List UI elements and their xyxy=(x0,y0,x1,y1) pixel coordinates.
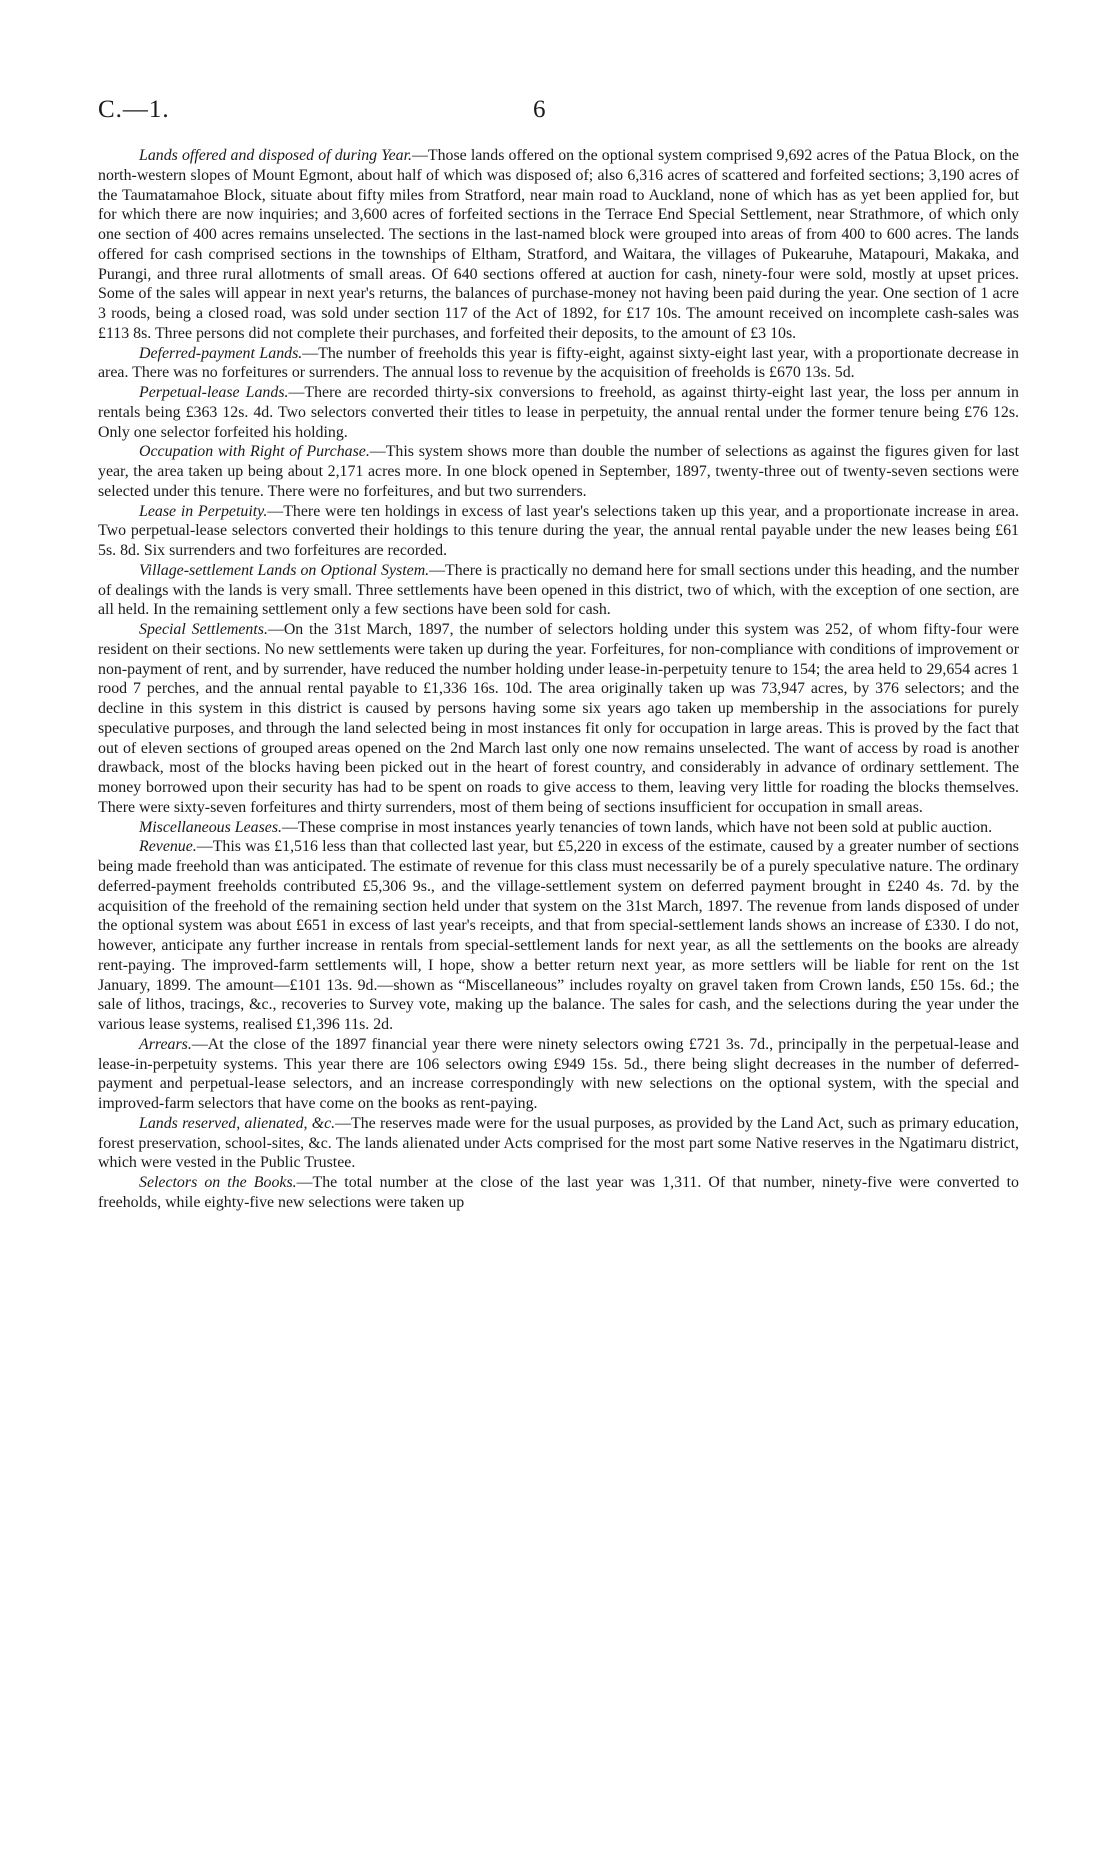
paragraph-heading: Deferred-payment Lands. xyxy=(139,344,303,362)
paragraph-heading: Lands offered and disposed of during Year. xyxy=(139,147,412,164)
paragraph-arrears xyxy=(98,1035,1019,1114)
paragraph-heading: Special Settlements. xyxy=(139,621,268,638)
paragraph-heading: Miscellaneous Leases. xyxy=(139,818,282,836)
body-text xyxy=(98,146,1019,1213)
paragraph-text: —There are recorded thirty-six conversions to freehold, as against thirty-eight last year, the loss per annum in rentals being £363 12s. 4d. Two selectors converted their titles to lease in perpetuity, the annual rental under the former tenure being £76 12s. Only one selector forfeited his holding. xyxy=(98,384,1019,441)
document-reference: C.—1. xyxy=(98,96,170,123)
paragraph-text: —This system shows more than double the number of selections as against the figures given for last year, the area taken up being about 2,171 acres more. In one block opened in September, 1897, twenty-three out of twenty-seven sections were selected under this tenure. There were no forfeitures, and but two surrenders. xyxy=(98,443,1019,500)
paragraph-text: —Those lands offered on the optional system comprised 9,692 acres of the Patua Block, on the north-western slopes of Mount Egmont, about half of which was disposed of; also 6,316 acres of scattered and forfeited sections; 3,190 acres of the Taumatamahoe Block, situate about fifty miles from Stratford, near main road to Auckland, none of which has as yet been applied for, but for which there are now inquiries; and 3,600 acres of forfeited sections in the Terrace End Special Settlement, near Strathmore, of which only one section of 400 acres remains unselected. The sections in the last-named block were grouped into areas of from 400 to 600 acres. The lands offered for cash comprised sections in the townships of Eltham, Stratford, and Waitara, the villages of Pukearuhe, Matapouri, Makaka, and Purangi, and three rural allotments of small areas. Of 640 sections offered at auction for cash, ninety-four were sold, mostly at upset prices. Some of the sales will appear in next year's returns, the balances of purchase-money not having been paid during the year. One section of 1 acre 3 roods, being a closed road, was sold under section 117 of the Act of 1892, for £17 10s. The amount received on incomplete cash-sales was £113 8s. Three persons did not complete their purchases, and forfeited their deposits, to the amount of £3 10s. xyxy=(98,147,1019,342)
paragraph-selectors-on-books xyxy=(98,1173,1019,1213)
paragraph-text: —At the close of the 1897 financial year there were ninety selectors owing £721 3s. 7d., principally in the perpetual-lease and lease-in-perpetuity systems. This year there are 106 selectors owing £949 15s. 5d., there being slight decreases in the number of deferred-payment and perpetual-lease selectors, and an increase correspondingly with new selections on the optional system, with the special and improved-farm selectors that have come on the books as rent-paying. xyxy=(98,1035,1019,1112)
page-number: 6 xyxy=(533,96,546,123)
paragraph-text: —There were ten holdings in excess of last year's selections taken up this year, and a proportionate increase in area. Two perpetual-lease selectors converted their holdings to this tenure during the year, the annual rental payable under the new leases being £61 5s. 8d. Six surrenders and two forfeitures are recorded. xyxy=(98,502,1019,559)
paragraph-occupation xyxy=(98,442,1019,501)
paragraph-special-settlements xyxy=(98,620,1019,818)
paragraph-heading: Occupation with Right of Purchase. xyxy=(139,443,370,461)
paragraph-heading: Revenue. xyxy=(139,838,197,856)
paragraph-village-settlement xyxy=(98,561,1019,620)
paragraph-text: —The total number at the close of the last year was 1,311. Of that number, ninety-five were converted to freeholds, while eighty-five new selections were taken up xyxy=(98,1174,1019,1211)
paragraph-text: —This was £1,516 less than that collected last year, but £5,220 in excess of the estimate, caused by a greater number of sections being made freehold than was anticipated. The estimate of revenue for this class must necessarily be of a purely speculative nature. The ordinary deferred-payment freeholds contributed £5,306 9s., and the village-settlement system on deferred payment brought in £240 4s. 7d. by the acquisition of the freehold of the remaining section held under that system on the 31st March, 1897. The revenue from lands disposed of under the optional system was about £651 in excess of last year's receipts, and that from special-settlement lands shows an increase of £330. I do not, however, anticipate any further increase in rentals from special-settlement lands for next year, as all the settlements on the books are already rent-paying. The improved-farm settlements will, I hope, show a better return next year, as more settlers will be liable for rent on the 1st January, 1899. The amount—£101 13s. 9d.—shown as “Miscellaneous” includes royalty on gravel taken from Crown lands, £50 15s. 6d.; the sale of lithos, tracings, &c., recoveries to Survey vote, making up the balance. The sales for cash, and the selections during the year under the various lease systems, realised £1,396 11s. 2d. xyxy=(98,838,1019,1033)
paragraph-text: —These comprise in most instances yearly tenancies of town lands, which have not been sold at public auction. xyxy=(282,818,993,836)
paragraph-lands-reserved xyxy=(98,1114,1019,1173)
paragraph-lands-offered xyxy=(98,146,1019,344)
paragraph-heading: Lands reserved, alienated, &c. xyxy=(139,1114,336,1132)
paragraph-perpetual-lease xyxy=(98,383,1019,442)
paragraph-deferred-payment xyxy=(98,344,1019,384)
paragraph-revenue xyxy=(98,837,1019,1035)
paragraph-text: —The number of freeholds this year is fifty-eight, against sixty-eight last year, with a proportionate decrease in area. There was no forfeitures or surrenders. The annual loss to revenue by the acquisition of freeholds is £670 13s. 5d. xyxy=(98,344,1019,382)
paragraph-heading: Lease in Perpetuity. xyxy=(139,502,268,520)
paragraph-heading: Perpetual-lease Lands. xyxy=(139,384,289,401)
paragraph-heading: Selectors on the Books. xyxy=(139,1174,297,1191)
paragraph-text: —On the 31st March, 1897, the number of selectors holding under this system was 252, of whom fifty-four were resident on their sections. No new settlements were taken up during the year. Forfeitures, for non-compliance with conditions of improvement or non-payment of rent, and by surrender, have reduced the number holding under lease-in-perpetuity tenure to 154; the area held to 29,654 acres 1 rood 7 perches, and the annual rental payable to £1,336 16s. 10d. The area originally taken up was 73,947 acres, by 376 selectors; and the decline in this system in this district is caused by persons having some six years ago taken up membership in the associations for purely speculative purposes, and through the land selected being in most instances fit only for occupation in large areas. This is proved by the fact that out of eleven sections of grouped areas opened on the 2nd March last only one now remains unselected. The want of access by road is another drawback, most of the blocks having been picked out in the heart of forest country, and considerably in advance of ordinary settlement. The money borrowed upon their security has had to be spent on roads to give access to them, leaving very little for roading the blocks themselves. There were sixty-seven forfeitures and thirty surrenders, most of them being of sections insufficient for occupation in small areas. xyxy=(98,621,1019,816)
paragraph-text: —The reserves made were for the usual purposes, as provided by the Land Act, such as primary education, forest preservation, school-sites, &c. The lands alienated under Acts comprised for the most part some Native reserves in the Ngatimaru district, which were vested in the Public Trustee. xyxy=(98,1114,1019,1172)
paragraph-miscellaneous-leases xyxy=(98,818,1019,838)
paragraph-heading: Village-settlement Lands on Optional System. xyxy=(139,561,430,579)
paragraph-text: —There is practically no demand here for small sections under this heading, and the number of dealings with the lands is very small. Three settlements have been opened in this district, two of which, with the exception of one section, are all held. In the remaining settlement only a few sections have been sold for cash. xyxy=(98,561,1019,619)
paragraph-heading: Arrears. xyxy=(139,1035,192,1053)
paragraph-lease-perpetuity xyxy=(98,502,1019,561)
page-header xyxy=(98,96,1018,136)
